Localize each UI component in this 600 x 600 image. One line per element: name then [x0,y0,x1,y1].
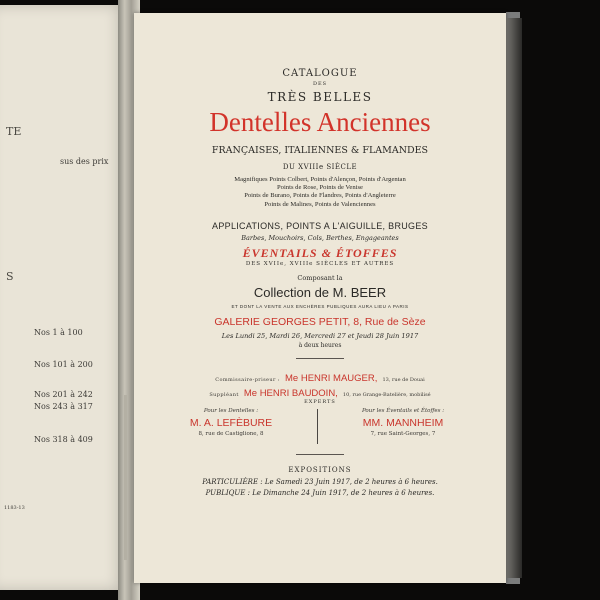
points-line: Points de Malines, Points de Valenciennes [264,201,376,208]
heading-tres-belles: TRÈS BELLES [267,90,373,104]
suppleant-address: 10, rue Grange-Batelière, mobilisé [342,392,431,398]
left-page-fragment: Nos 1 à 100 [34,328,83,337]
heading-des: DES [312,81,328,87]
private-viewing: PARTICULIÈRE : Le Samedi 23 Juin 1917, de 2 heures à 6 heures. [202,478,438,486]
points-line: Points de Rose, Points de Venise [277,184,363,191]
commissaire-role: Commissaire-priseur : [215,377,280,383]
left-page-fragment: Nos 101 à 200 [34,360,93,369]
divider-rule [296,454,344,455]
collection-title: Collection de M. BEER [253,285,387,300]
experts-heading: EXPERTS [304,399,336,405]
suppleant-role: Suppléant [209,392,239,398]
expert-fans [323,409,483,438]
expert-lace [151,409,311,438]
subtitle-century: DU XVIIIe SIÈCLE [282,163,358,171]
points-line: Magnifiques Points Colbert, Points d'Alençon, Points d'Argentan [234,176,406,183]
expert-fans-label: Pour les Éventails et Étoffes : [361,408,445,414]
expert-lace-address: 8, rue de Castiglione, 8 [198,431,264,437]
suppleant-name: Me HENRI BAUDOIN, [243,388,338,399]
left-page-fragment: S [6,270,14,283]
composant-line: Composant la [297,274,343,282]
left-page-fragment: Nos 201 à 242 [34,390,93,399]
heading-catalogue: CATALOGUE [282,68,358,79]
expert-fans-address: 7, rue Saint-Georges, 7 [370,431,436,437]
commissaire-name: Me HENRI MAUGER, [285,373,378,384]
main-title: Dentelles Anciennes [209,107,431,137]
binding-thread [124,395,127,560]
divider-rule [296,358,344,359]
left-page-fragment: Nos 318 à 409 [34,435,93,444]
experts-divider [317,409,318,444]
sale-notice: ET DONT LA VENTE AUX ENCHÈRES PUBLIQUES AURA LIEU A PARIS [231,304,409,309]
suppleant-row [134,383,506,399]
venue-line: GALERIE GEORGES PETIT, 8, Rue de Sèze [214,316,426,328]
left-page-fragment: 1183-13 [4,505,25,511]
eventails-heading: ÉVENTAILS & ÉTOFFES [242,246,398,260]
expert-lace-name: M. A. LEFÈBURE [189,416,273,429]
left-page-fragment: Nos 243 à 317 [34,402,93,411]
subtitle-origins: FRANÇAISES, ITALIENNES & FLAMANDES [211,145,429,156]
sale-dates: Les Lundi 25, Mardi 26, Mercredi 27 et Jeudi 28 Juin 1917 [221,332,419,340]
left-page [0,5,128,590]
points-line: Points de Burano, Points de Flandres, Points d'Angleterre [244,192,396,199]
commissaire-address: 13, rue de Douai [382,377,425,383]
left-page-fragment: TE [6,125,22,138]
public-viewing: PUBLIQUE : Le Dimanche 24 Juin 1917, de 2 heures à 6 heures. [205,489,435,497]
applications-line: APPLICATIONS, POINTS A L'AIGUILLE, BRUGES [212,221,428,231]
centuries-line: DES XVIIe, XVIIIe SIÈCLES ET AUTRES [245,261,395,267]
left-page-fragment: sus des prix [60,157,109,166]
sale-time: à deux heures [298,342,342,349]
expert-fans-name: MM. MANNHEIM [362,416,444,429]
expert-lace-label: Pour les Dentelles : [203,408,259,414]
expositions-heading: EXPOSITIONS [288,466,352,474]
barbes-line: Barbes, Mouchoirs, Cols, Berthes, Engageantes [241,234,399,242]
commissaire-row [134,368,506,384]
title-page [134,13,506,583]
